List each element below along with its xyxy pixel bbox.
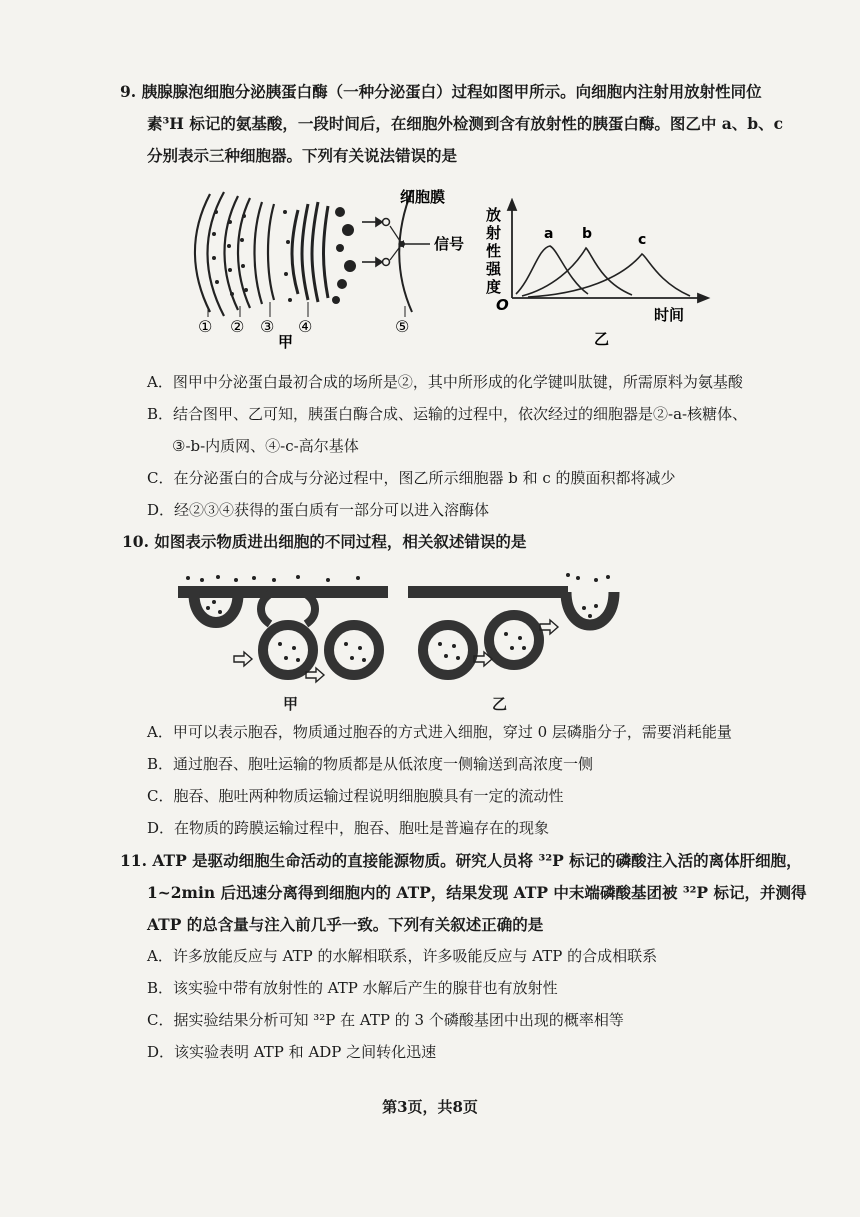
q10-caption-yi: 乙 [492,695,508,713]
curve-b [522,248,632,296]
q9-option-a: A．图甲中分泌蛋白最初合成的场所是②，其中所形成的化学键叫肽键，所需原料为氨基酸 [147,373,743,391]
q9-stem-line2: 素³H 标记的氨基酸，一段时间后，在细胞外检测到含有放射性的胰蛋白酶。图乙中 a、b、c [147,114,784,133]
x-axis-label: 时间 [654,306,685,324]
page-footer: 第3页，共8页 [382,1098,478,1116]
q10-caption-jia: 甲 [283,695,299,713]
figure-yi-caption: 乙 [594,330,610,348]
label-2: ② [230,317,245,336]
curve-c-label: c [638,232,647,248]
q9-option-b-line2: ③-b-内质网、④-c-高尔基体 [172,437,359,455]
label-5: ⑤ [395,317,410,336]
curve-a-label: a [544,226,554,242]
q11-option-d: D．该实验表明 ATP 和 ADP 之间转化迅速 [147,1043,437,1061]
q9-figure-yi [482,198,722,350]
curve-b-label: b [582,226,593,242]
y-axis-label-1: 放 [486,206,502,224]
signal-label: 信号 [434,235,465,253]
q11-option-c: C．据实验结果分析可知 ³²P 在 ATP 的 3 个磷酸基团中出现的概率相等 [147,1011,624,1029]
q11-option-b: B．该实验中带有放射性的 ATP 水解后产生的腺苷也有放射性 [147,979,558,997]
y-axis-label-3: 性 [486,242,502,260]
q10-option-c: C．胞吞、胞吐两种物质运输过程说明细胞膜具有一定的流动性 [147,787,564,805]
q9-figure-jia [190,182,480,350]
y-axis-label-5: 度 [486,278,502,296]
q9-option-d: D．经②③④获得的蛋白质有一部分可以进入溶酶体 [147,501,490,519]
q10-figure-yi [408,572,623,697]
q10-option-d: D．在物质的跨膜运输过程中，胞吞、胞吐是普遍存在的现象 [147,819,550,837]
q10-stem: 10. 如图表示物质进出细胞的不同过程，相关叙述错误的是 [122,532,527,551]
y-axis-label-4: 强 [486,260,502,278]
q9-option-b-line1: B．结合图甲、乙可知，胰蛋白酶合成、运输的过程中，依次经过的细胞器是②-a-核糖体、 [147,405,748,423]
q11-stem-line1: 11. ATP 是驱动细胞生命活动的直接能源物质。研究人员将 ³²P 标记的磷酸注入活的离体肝细胞， [120,851,802,870]
curve-a [516,246,588,294]
q11-stem-line2: 1~2min 后迅速分离得到细胞内的 ATP，结果发现 ATP 中末端磷酸基团被 ³²P 标记，并测得 [147,883,807,902]
figure-jia-caption: 甲 [278,333,294,350]
q11-stem-line3: ATP 的总含量与注入前几乎一致。下列有关叙述正确的是 [147,915,544,934]
q11-option-a: A．许多放能反应与 ATP 的水解相联系，许多吸能反应与 ATP 的合成相联系 [147,947,658,965]
y-axis-label-2: 射 [486,224,502,242]
q10-option-b: B．通过胞吞、胞吐运输的物质都是从低浓度一侧输送到高浓度一侧 [147,755,594,773]
label-3: ③ [260,317,275,336]
label-4: ④ [298,317,313,336]
q9-stem-line3: 分别表示三种细胞器。下列有关说法错误的是 [147,146,458,165]
y-axis-label [485,206,506,296]
membrane-label: 细胞膜 [400,188,446,206]
q10-option-a: A．甲可以表示胞吞，物质通过胞吞的方式进入细胞，穿过 0 层磷脂分子，需要消耗能量 [147,723,732,741]
q10-figure-jia [178,572,398,697]
label-1: ① [198,317,213,336]
q9-option-c: C．在分泌蛋白的合成与分泌过程中，图乙所示细胞器 b 和 c 的膜面积都将减少 [147,469,676,487]
origin-label: O [496,296,509,314]
q9-stem-line1: 9. 胰腺腺泡细胞分泌胰蛋白酶（一种分泌蛋白）过程如图甲所示。向细胞内注射用放射性同位 [120,82,762,101]
curve-c [528,254,690,297]
